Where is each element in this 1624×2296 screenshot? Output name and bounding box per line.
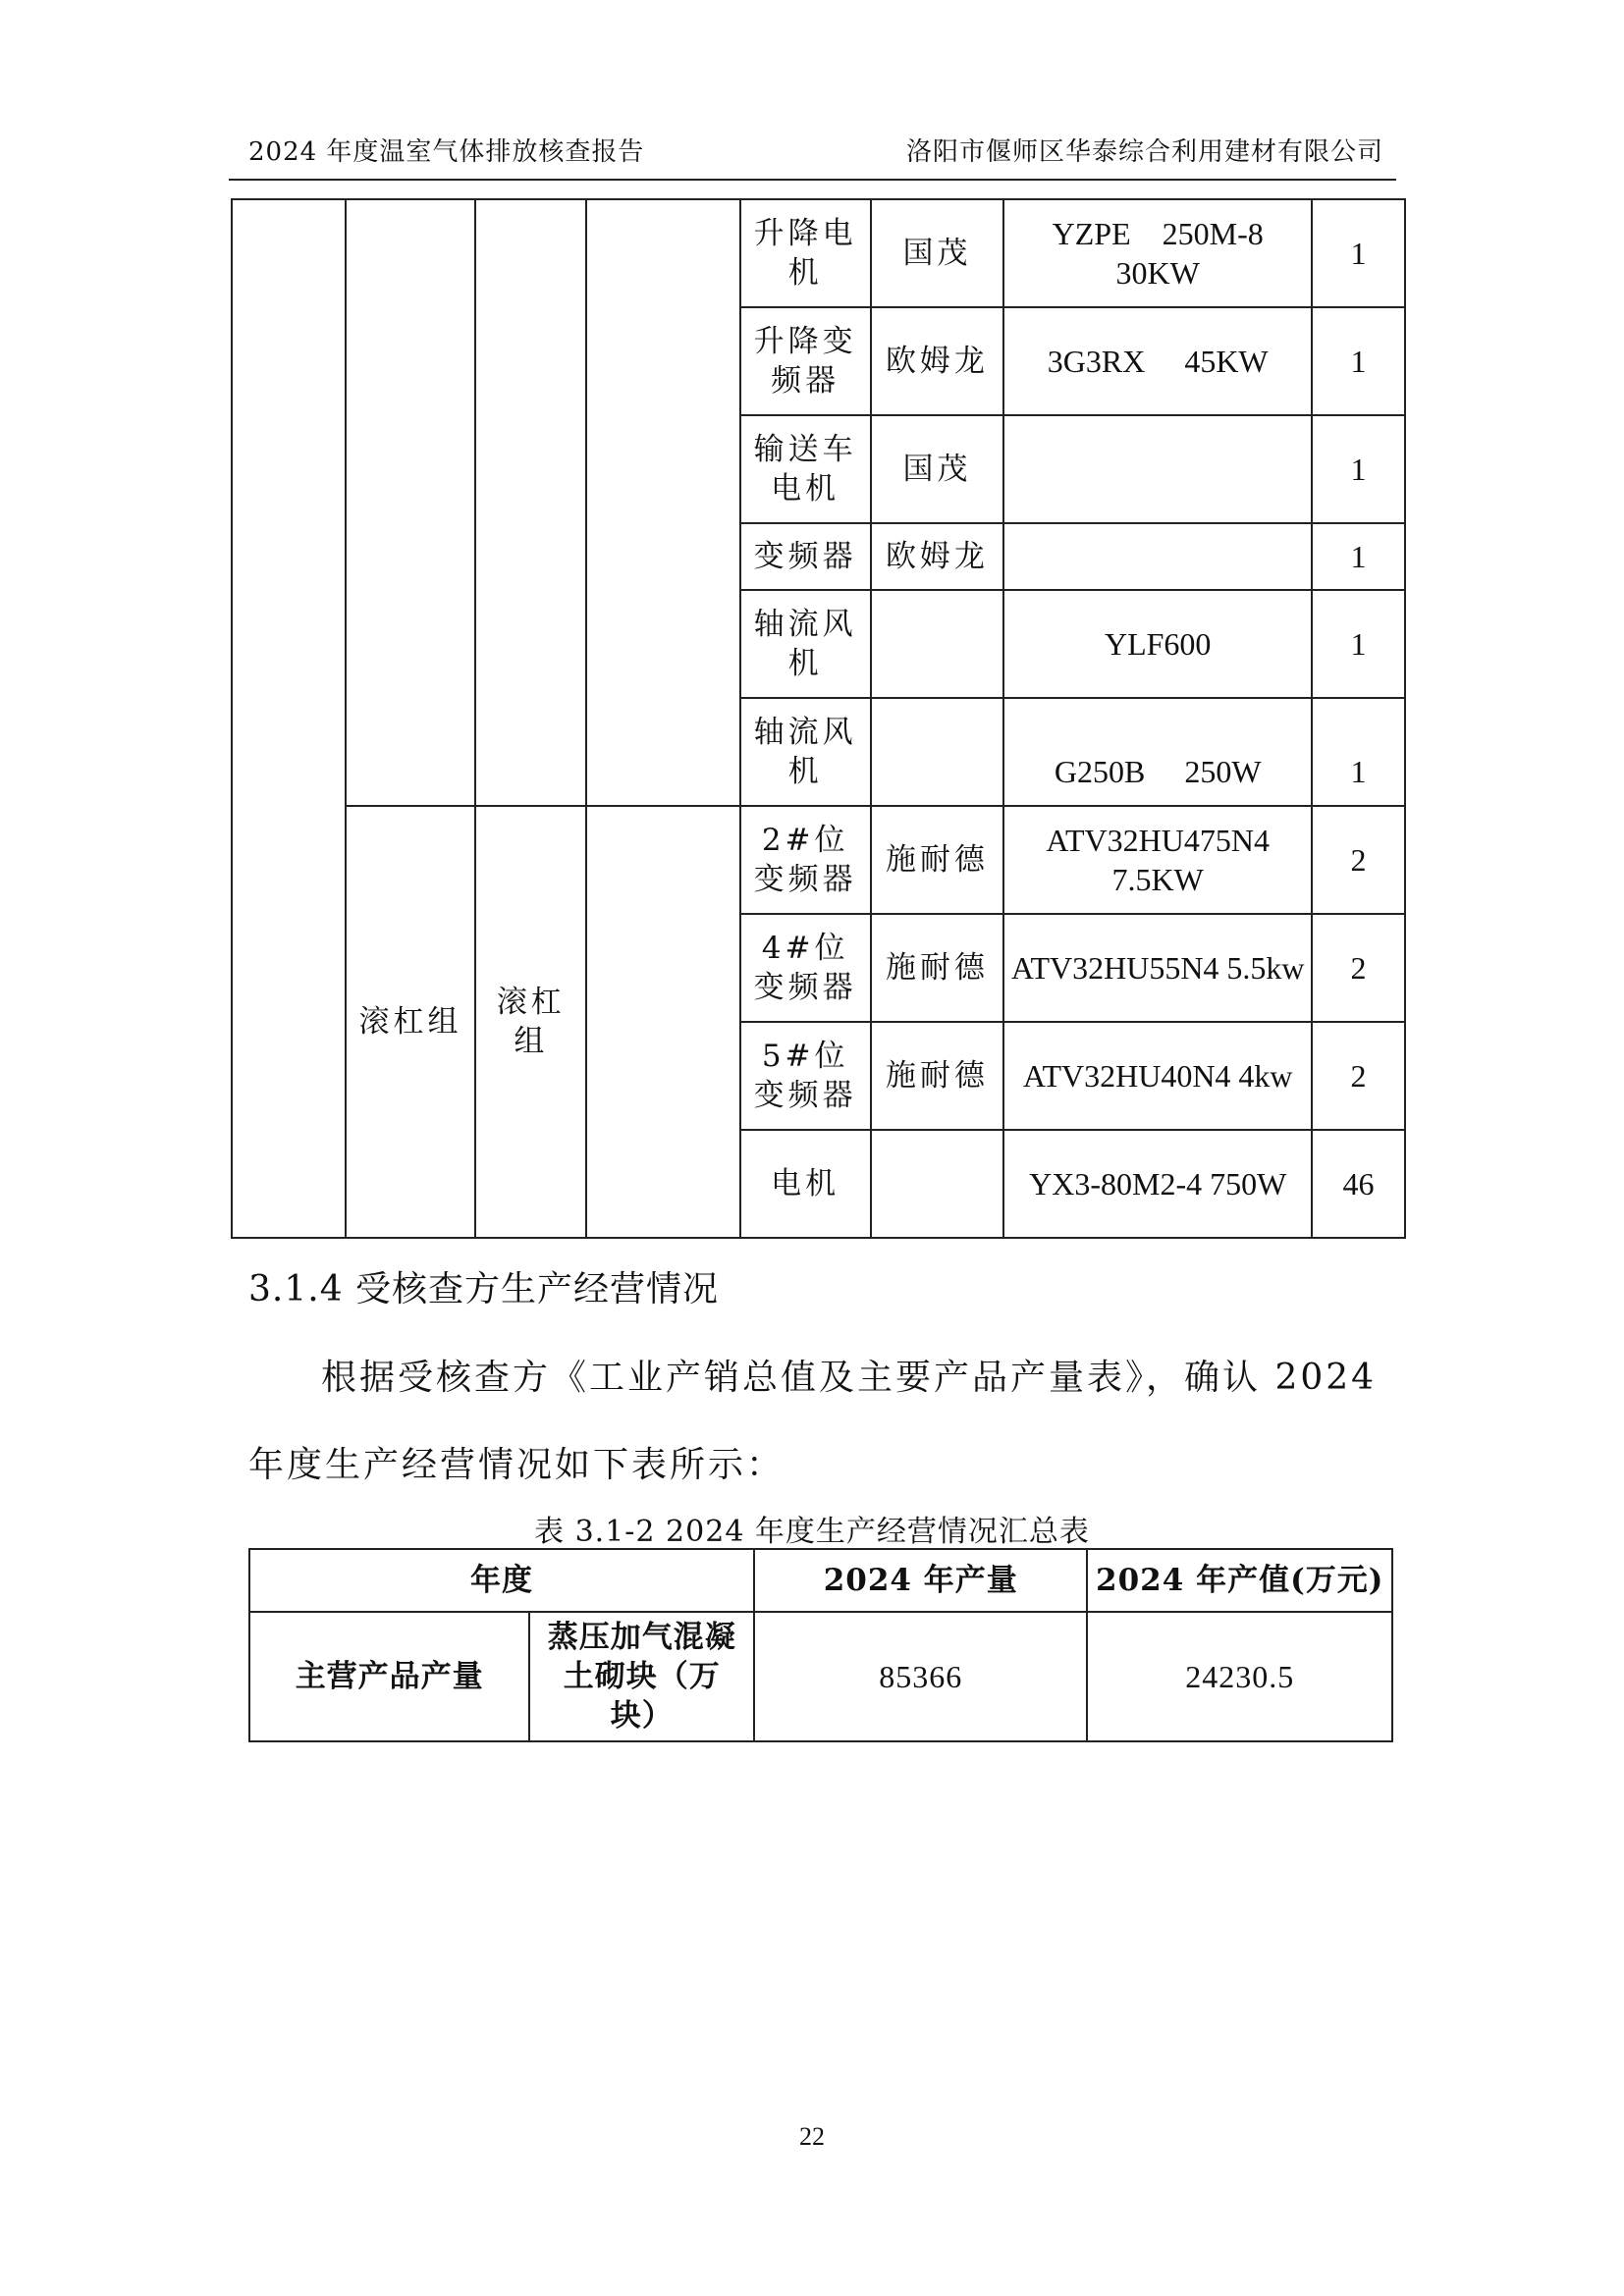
device-brand: 国茂 bbox=[871, 199, 1004, 307]
device-model: ATV32HU40N4 4kw bbox=[1003, 1022, 1312, 1130]
equipment-table bbox=[231, 198, 1406, 1239]
paragraph: 年度生产经营情况如下表所示： bbox=[248, 1445, 785, 1485]
device-qty: 1 bbox=[1312, 698, 1405, 806]
device-qty: 2 bbox=[1312, 806, 1405, 914]
device-brand bbox=[871, 698, 1004, 806]
header-title: 2024 年度温室气体排放核查报告 bbox=[248, 137, 645, 167]
blank-cell bbox=[232, 199, 346, 1238]
device-name: 输送车电机 bbox=[740, 415, 871, 523]
header-company: 洛阳市偃师区华泰综合利用建材有限公司 bbox=[905, 137, 1383, 167]
device-name: 升降变频器 bbox=[740, 307, 871, 415]
device-qty: 1 bbox=[1312, 523, 1405, 590]
device-qty: 2 bbox=[1312, 914, 1405, 1022]
header-output: 2024 年产量 bbox=[754, 1549, 1087, 1612]
header-value: 2024 年产值(万元) bbox=[1087, 1549, 1392, 1612]
device-name: 升降电机 bbox=[740, 199, 871, 307]
device-qty: 1 bbox=[1312, 199, 1405, 307]
device-name: 2#位变频器 bbox=[740, 806, 871, 914]
device-name: 变频器 bbox=[740, 523, 871, 590]
device-brand: 欧姆龙 bbox=[871, 307, 1004, 415]
table-caption: 表 3.1-2 2024 年度生产经营情况汇总表 bbox=[534, 1515, 1090, 1549]
output-value: 85366 bbox=[754, 1612, 1087, 1741]
group-label: 滚杠组 bbox=[475, 806, 586, 1238]
header-divider bbox=[229, 179, 1396, 181]
blank-cell bbox=[586, 199, 740, 806]
device-model: YZPE 250M-8 30KW bbox=[1003, 199, 1312, 307]
device-qty: 46 bbox=[1312, 1130, 1405, 1238]
device-brand: 欧姆龙 bbox=[871, 523, 1004, 590]
device-brand bbox=[871, 590, 1004, 698]
device-brand: 施耐德 bbox=[871, 1022, 1004, 1130]
blank-cell bbox=[586, 806, 740, 1238]
device-qty: 1 bbox=[1312, 307, 1405, 415]
table-row bbox=[232, 199, 1405, 307]
device-name: 5#位变频器 bbox=[740, 1022, 871, 1130]
device-model bbox=[1003, 523, 1312, 590]
device-brand: 施耐德 bbox=[871, 806, 1004, 914]
device-model: G250B 250W bbox=[1003, 698, 1312, 806]
production-table bbox=[248, 1548, 1393, 1742]
blank-cell bbox=[346, 199, 476, 806]
device-model: 3G3RX 45KW bbox=[1003, 307, 1312, 415]
table-header-row bbox=[249, 1549, 1392, 1612]
device-name: 轴流风机 bbox=[740, 590, 871, 698]
group-label: 滚杠组 bbox=[346, 806, 476, 1238]
device-model bbox=[1003, 415, 1312, 523]
device-name: 4#位变频器 bbox=[740, 914, 871, 1022]
device-model: YX3-80M2-4 750W bbox=[1003, 1130, 1312, 1238]
device-brand bbox=[871, 1130, 1004, 1238]
header-year: 年度 bbox=[249, 1549, 754, 1612]
device-brand: 施耐德 bbox=[871, 914, 1004, 1022]
device-qty: 1 bbox=[1312, 415, 1405, 523]
blank-cell bbox=[475, 199, 586, 806]
revenue-value: 24230.5 bbox=[1087, 1612, 1392, 1741]
product-name: 蒸压加气混凝土砌块（万块） bbox=[529, 1612, 754, 1741]
table-row bbox=[249, 1612, 1392, 1741]
device-qty: 2 bbox=[1312, 1022, 1405, 1130]
device-name: 电机 bbox=[740, 1130, 871, 1238]
device-name: 轴流风机 bbox=[740, 698, 871, 806]
page-number: 22 bbox=[799, 2122, 825, 2151]
device-model: YLF600 bbox=[1003, 590, 1312, 698]
paragraph: 根据受核查方《工业产销总值及主要产品产量表》，确认 2024 bbox=[321, 1358, 1378, 1398]
section-title: 3.1.4 受核查方生产经营情况 bbox=[248, 1269, 720, 1309]
table-row bbox=[232, 806, 1405, 914]
device-brand: 国茂 bbox=[871, 415, 1004, 523]
device-qty: 1 bbox=[1312, 590, 1405, 698]
device-model: ATV32HU55N4 5.5kw bbox=[1003, 914, 1312, 1022]
row-label: 主营产品产量 bbox=[249, 1612, 529, 1741]
device-model: ATV32HU475N4 7.5KW bbox=[1003, 806, 1312, 914]
